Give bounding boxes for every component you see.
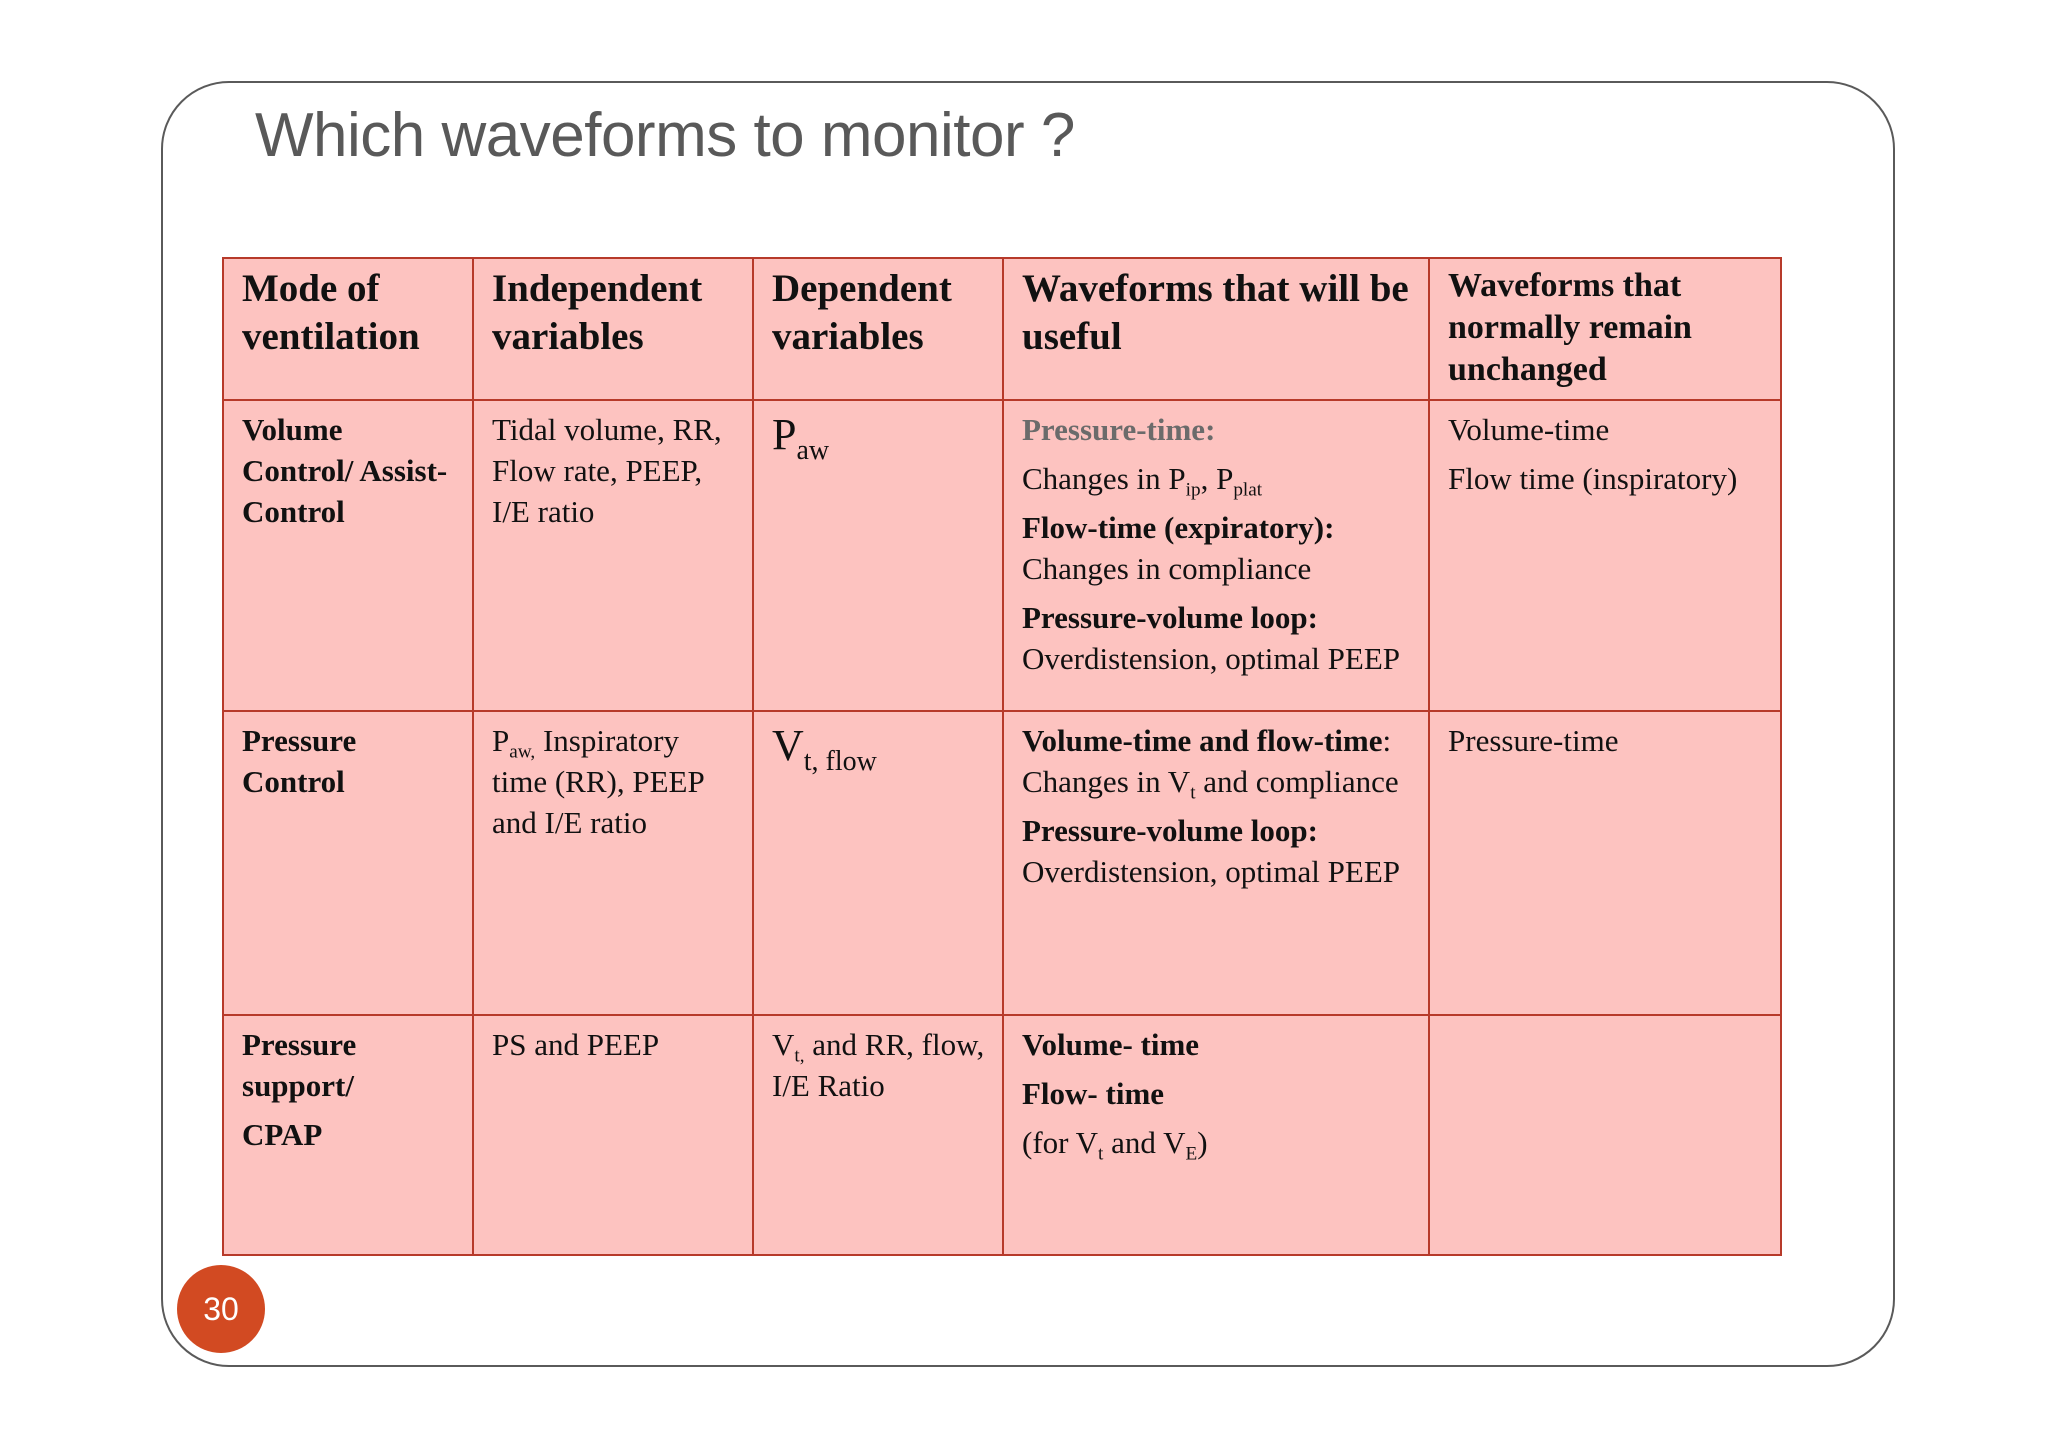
row2-pv-text: Overdistension, optimal PEEP (1022, 854, 1401, 889)
row1-mode: Volume Control/ Assist-Control (223, 400, 473, 711)
row3-vt-label: Volume- time (1022, 1027, 1200, 1062)
table-header-row (223, 258, 1781, 400)
row1-pv-text: Overdistension, optimal PEEP (1022, 641, 1401, 676)
row1-independent: Tidal volume, RR, Flow rate, PEEP, I/E ratio (473, 400, 753, 711)
row1-pt-label: Pressure-time: (1022, 412, 1216, 447)
row2-vf-text: Volume-time and flow-time: Changes in $V_t$ and compliance (1022, 723, 1399, 804)
row1-useful (1003, 400, 1429, 711)
row1-ft-label: Flow-time (expiratory): (1022, 510, 1335, 545)
row1-pv-label: Pressure-volume loop: (1022, 600, 1318, 635)
table-row (223, 1015, 1781, 1255)
row3-flt-label: Flow- time (1022, 1076, 1165, 1111)
row3-note: (for $V_t$ and $V_E$) (1022, 1125, 1208, 1165)
header-unchanged: Waveforms that normally remain unchanged (1429, 258, 1781, 400)
row1-unchanged (1429, 400, 1781, 711)
header-dependent: Dependent variables (753, 258, 1003, 400)
row2-unchanged: Pressure-time (1429, 711, 1781, 1015)
row3-dependent: $V_{t,}$ and RR, flow, I/E Ratio (753, 1015, 1003, 1255)
row3-unchanged (1429, 1015, 1781, 1255)
row2-dependent-sub: t, flow (803, 745, 877, 777)
page-number-badge: 30 (177, 1265, 265, 1353)
row2-mode: Pressure Control (223, 711, 473, 1015)
row1-dependent-sub: aw (796, 434, 830, 466)
header-useful: Waveforms that will be useful (1003, 258, 1429, 400)
row1-dependent-main: P (772, 410, 797, 459)
table-row (223, 400, 1781, 711)
row3-mode: Pressure support/ CPAP (223, 1015, 473, 1255)
row2-useful (1003, 711, 1429, 1015)
row3-independent: PS and PEEP (473, 1015, 753, 1255)
row1-pt-text: Changes in $P_{ip}$, $P_{plat}$ (1022, 461, 1263, 501)
row2-pv-label: Pressure-volume loop: (1022, 813, 1318, 848)
row2-dependent (753, 711, 1003, 1015)
row2-independent: $P_{aw,}$ Inspiratory time (RR), PEEP and I/E ratio (473, 711, 753, 1015)
table-row (223, 711, 1781, 1015)
waveforms-table (222, 257, 1782, 1256)
row1-dependent (753, 400, 1003, 711)
row1-unchanged-2: Flow time (inspiratory) (1448, 461, 1738, 496)
row1-ft-text: Changes in compliance (1022, 551, 1312, 586)
row3-useful (1003, 1015, 1429, 1255)
slide-title: Which waveforms to monitor ? (255, 101, 1075, 170)
row1-unchanged-1: Volume-time (1448, 412, 1610, 447)
header-independent: Independent variables (473, 258, 753, 400)
header-mode: Mode of ventilation (223, 258, 473, 400)
row2-dependent-main: V (772, 721, 804, 770)
